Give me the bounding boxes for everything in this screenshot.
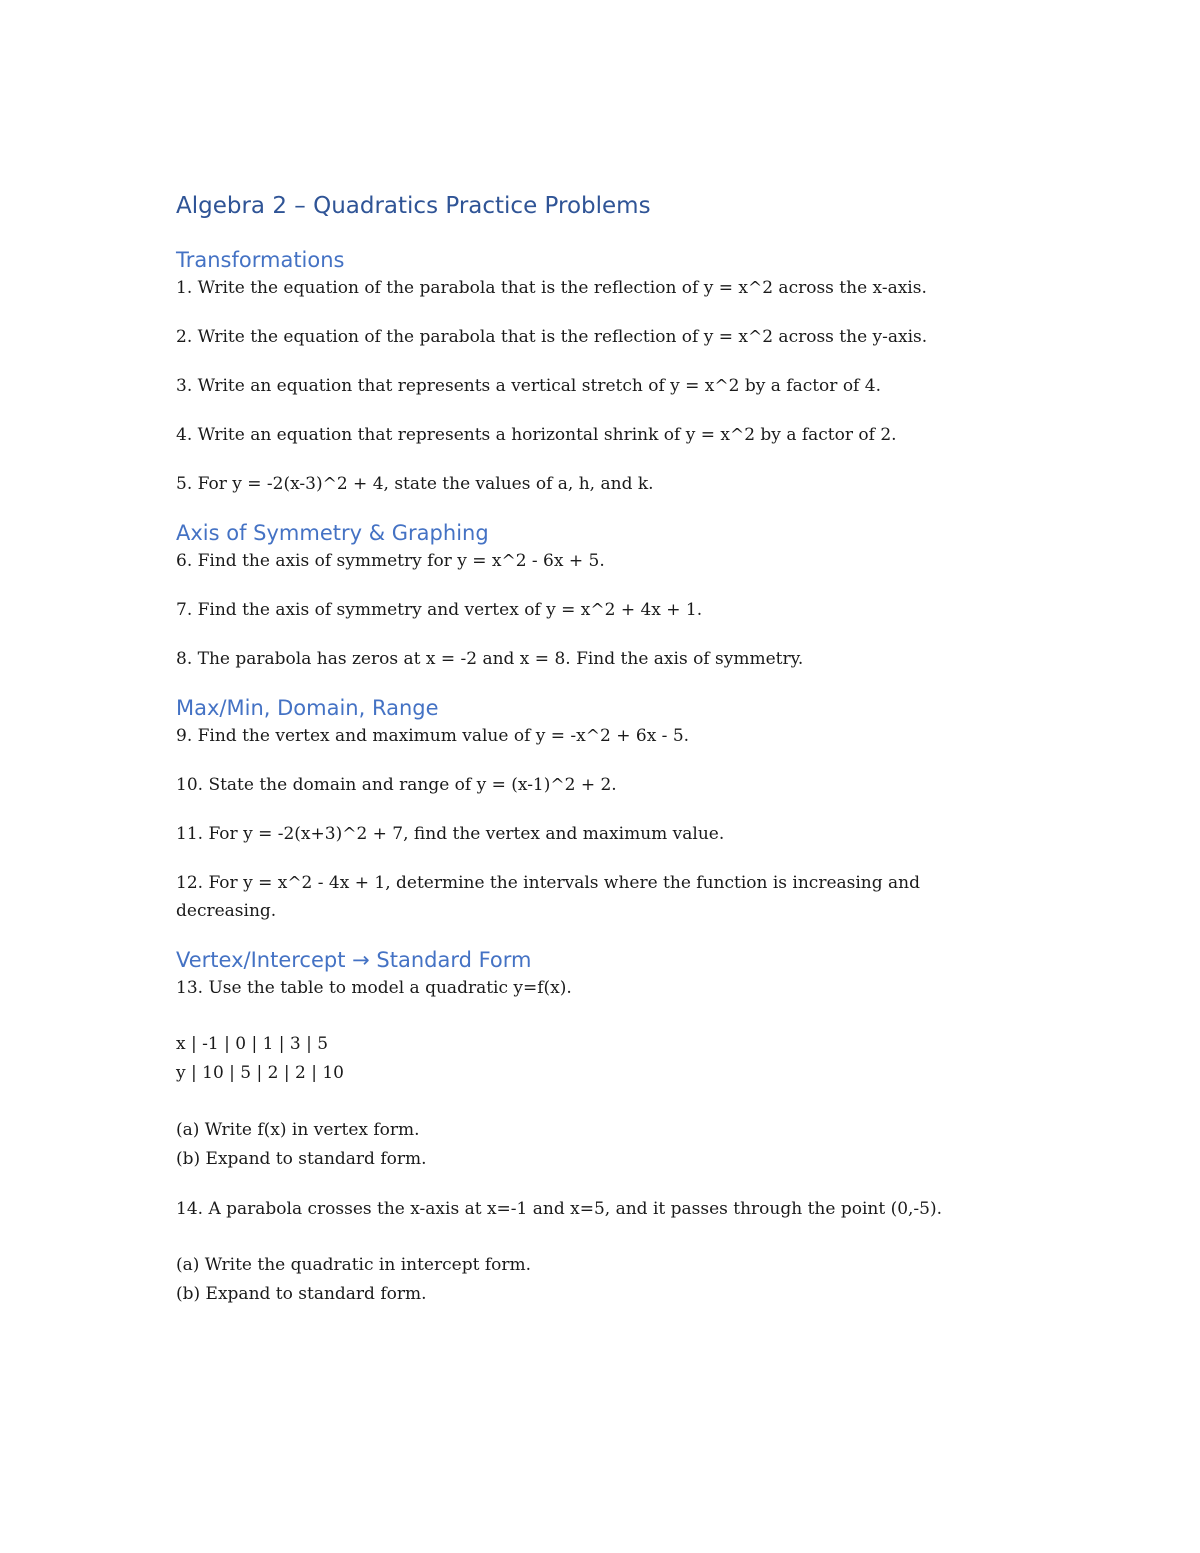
data-table <box>176 1030 1006 1088</box>
problem-13-intro: 13. Use the table to model a quadratic y=f(x). <box>176 978 572 998</box>
section-max-min-domain-range <box>176 694 1006 925</box>
problem-13-parts <box>176 1116 1006 1174</box>
section-heading: Max/Min, Domain, Range <box>176 696 439 720</box>
problem-14-parts <box>176 1251 1006 1309</box>
section-heading: Axis of Symmetry & Graphing <box>176 521 489 545</box>
problem-8: 8. The parabola has zeros at x = -2 and x = 8. Find the axis of symmetry. <box>176 649 804 669</box>
problem-14-part-b: (b) Expand to standard form. <box>176 1284 427 1304</box>
problem-11: 11. For y = -2(x+3)^2 + 7, find the vertex and maximum value. <box>176 824 725 844</box>
problem-2: 2. Write the equation of the parabola that is the reflection of y = x^2 across the y-axis. <box>176 327 928 347</box>
document-content <box>176 190 1006 1330</box>
table-row-y: y | 10 | 5 | 2 | 2 | 10 <box>176 1063 344 1083</box>
section-transformations <box>176 246 1006 498</box>
section-axis-of-symmetry <box>176 519 1006 673</box>
problem-12: 12. For y = x^2 - 4x + 1, determine the intervals where the function is increasing and decreasing. <box>176 873 921 921</box>
problem-14-intro: 14. A parabola crosses the x-axis at x=-1 and x=5, and it passes through the point (0,-5). <box>176 1199 943 1219</box>
document-title: Algebra 2 – Quadratics Practice Problems <box>176 193 651 219</box>
problem-13-part-a: (a) Write f(x) in vertex form. <box>176 1120 420 1140</box>
problem-13-part-b: (b) Expand to standard form. <box>176 1149 427 1169</box>
table-row-x: x | -1 | 0 | 1 | 3 | 5 <box>176 1034 329 1054</box>
problem-3: 3. Write an equation that represents a vertical stretch of y = x^2 by a factor of 4. <box>176 376 881 396</box>
problem-14-part-a: (a) Write the quadratic in intercept form. <box>176 1255 531 1275</box>
problem-6: 6. Find the axis of symmetry for y = x^2 - 6x + 5. <box>176 551 605 571</box>
problem-9: 9. Find the vertex and maximum value of y = -x^2 + 6x - 5. <box>176 726 690 746</box>
section-heading: Vertex/Intercept → Standard Form <box>176 948 532 972</box>
section-standard-form <box>176 946 1006 1309</box>
problem-5: 5. For y = -2(x-3)^2 + 4, state the values of a, h, and k. <box>176 474 654 494</box>
problem-7: 7. Find the axis of symmetry and vertex of y = x^2 + 4x + 1. <box>176 600 703 620</box>
problem-1: 1. Write the equation of the parabola that is the reflection of y = x^2 across the x-axis. <box>176 278 927 298</box>
section-heading: Transformations <box>176 248 345 272</box>
problem-4: 4. Write an equation that represents a horizontal shrink of y = x^2 by a factor of 2. <box>176 425 897 445</box>
problem-10: 10. State the domain and range of y = (x-1)^2 + 2. <box>176 775 617 795</box>
